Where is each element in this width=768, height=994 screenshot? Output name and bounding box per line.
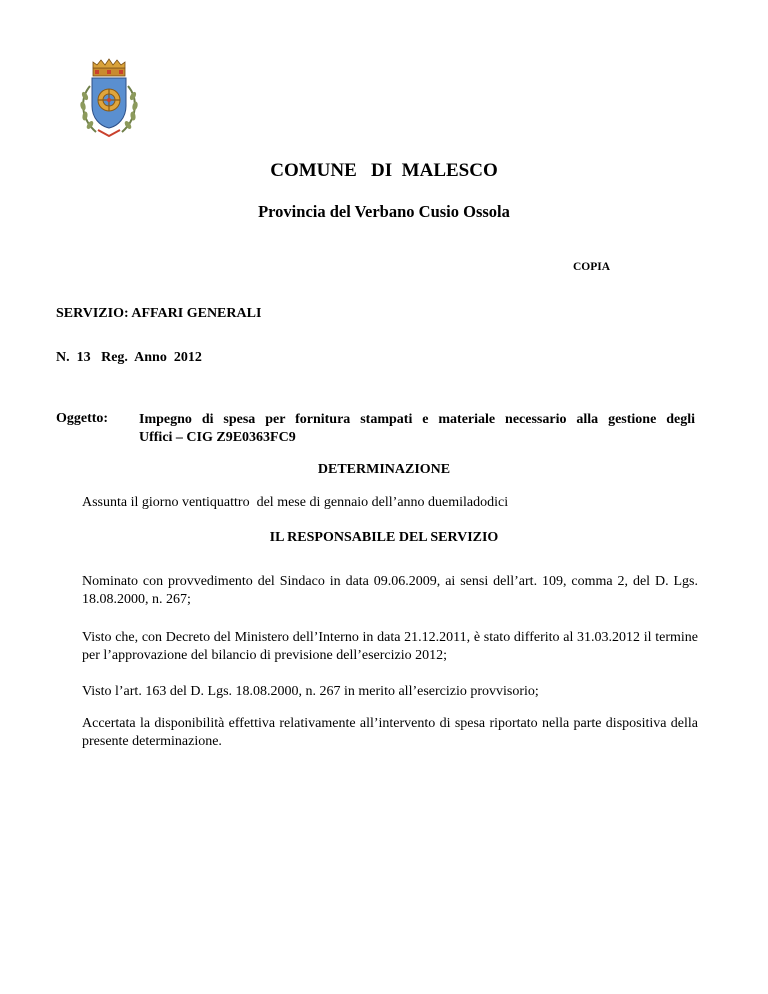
page-title: COMUNE DI MALESCO [270,160,498,181]
subject-line-2: Uffici – CIG Z9E0363FC9 [139,430,296,445]
section-heading-responsabile: IL RESPONSABILE DEL SERVIZIO [269,530,499,545]
subject-line-1: Impegno di spesa per fornitura stampati e materiale necessario alla gestione degli [139,412,695,427]
paragraph-accertata: Accertata la disponibilità effettiva relativamente all’intervento di spesa riportato nella parte dispositiva della presente determinazione. [82,716,698,749]
province-subtitle: Provincia del Verbano Cusio Ossola [258,202,510,221]
adoption-date-text: Assunta il giorno ventiquattro del mese di gennaio dell’anno duemiladodici [82,495,509,510]
paragraph-visto-art: Visto l’art. 163 del D. Lgs. 18.08.2000, n. 267 in merito all’esercizio provvisorio; [82,684,539,699]
paragraph-nominato: Nominato con provvedimento del Sindaco in data 09.06.2009, ai sensi dell’art. 109, comma 2, del D. Lgs. 18.08.2000, n. 267; [82,574,698,607]
subject-label: Oggetto: [56,411,109,426]
section-heading-determinazione: DETERMINAZIONE [317,462,451,477]
service-line: SERVIZIO: AFFARI GENERALI [56,306,262,321]
paragraph-visto-decreto: Visto che, con Decreto del Ministero dell’Interno in data 21.12.2011, è stato differito al 31.03.2012 il termine per l’approvazione del bilancio di previsione dell’esercizio 2012; [82,630,698,663]
copy-label: COPIA [572,261,610,273]
registry-number: N. 13 Reg. Anno 2012 [56,350,202,365]
subject-text [139,411,695,447]
coat-of-arms-icon [76,56,142,140]
